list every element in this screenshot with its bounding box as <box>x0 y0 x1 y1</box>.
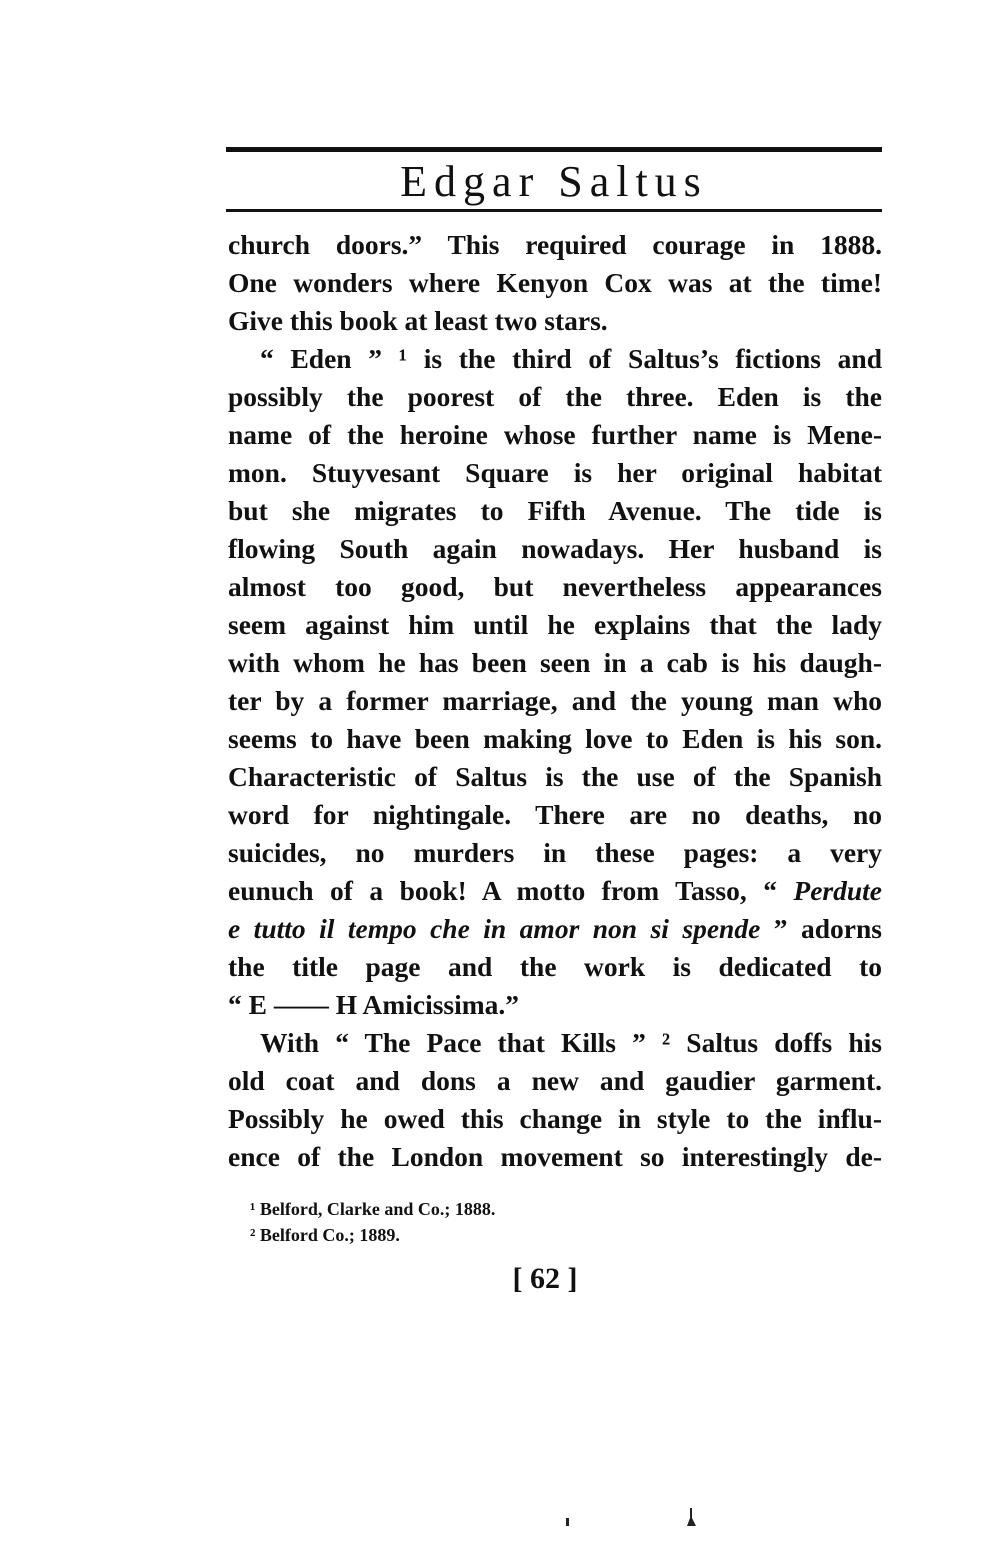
running-head: Edgar Saltus <box>400 157 708 206</box>
text-line: One wonders where Kenyon Cox was at the time! <box>228 267 882 298</box>
tasso-quote-end: e tutto il tempo che in amor non si spende <box>228 913 761 944</box>
text-line: Characteristic of Saltus is the use of the Spanish <box>228 761 882 792</box>
tasso-intro: eunuch of a book! A motto from Tasso, “ <box>228 875 794 906</box>
text-line: but she migrates to Fifth Avenue. The tide is <box>228 495 882 526</box>
text-line: ter by a former marriage, and the young man who <box>228 685 882 716</box>
text-line: with whom he has been seen in a cab is his daugh- <box>228 647 882 678</box>
text-line: seems to have been making love to Eden is his son. <box>228 723 882 754</box>
text-line: seem against him until he explains that the lady <box>228 609 882 640</box>
body-text <box>228 226 882 1176</box>
text-line: Possibly he owed this change in style to the influ- <box>228 1103 882 1134</box>
header-rule-bottom <box>226 209 882 212</box>
text-line: almost too good, but nevertheless appearances <box>228 571 882 602</box>
tasso-outro: ” adorns <box>760 913 882 944</box>
footnotes <box>250 1196 750 1248</box>
text-line: mon. Stuyvesant Square is her original habitat <box>228 457 882 488</box>
text-line: suicides, no murders in these pages: a very <box>228 837 882 868</box>
scan-speck <box>687 1508 696 1526</box>
text-line-tasso <box>228 872 882 910</box>
text-line-tasso <box>228 910 882 948</box>
text-line: name of the heroine whose further name is Mene- <box>228 419 882 450</box>
header-rule-top <box>226 147 882 152</box>
text-line: possibly the poorest of the three. Eden is the <box>228 381 882 412</box>
text-line: flowing South again nowadays. Her husband is <box>228 533 882 564</box>
text-line: old coat and dons a new and gaudier garment. <box>228 1065 882 1096</box>
scan-speck <box>566 1518 569 1526</box>
text-line: “ E —— H Amicissima.” <box>228 989 520 1020</box>
paragraph-first-line: “ Eden ” ¹ is the third of Saltus’s fictions and <box>260 343 882 374</box>
paragraph-first-line: With “ The Pace that Kills ” ² Saltus doffs his <box>260 1027 882 1058</box>
text-line: Give this book at least two stars. <box>228 305 608 336</box>
text-line: ence of the London movement so interestingly de- <box>228 1141 882 1172</box>
page-number: [ 62 ] <box>512 1262 578 1295</box>
tasso-quote-start: Perdute <box>793 875 882 906</box>
footnote-1: ¹ Belford, Clarke and Co.; 1888. <box>250 1199 496 1219</box>
text-line: word for nightingale. There are no deaths, no <box>228 799 882 830</box>
text-line: the title page and the work is dedicated to <box>228 951 882 982</box>
text-line: church doors.” This required courage in 1888. <box>228 229 882 260</box>
footnote-2: ² Belford Co.; 1889. <box>250 1225 400 1245</box>
